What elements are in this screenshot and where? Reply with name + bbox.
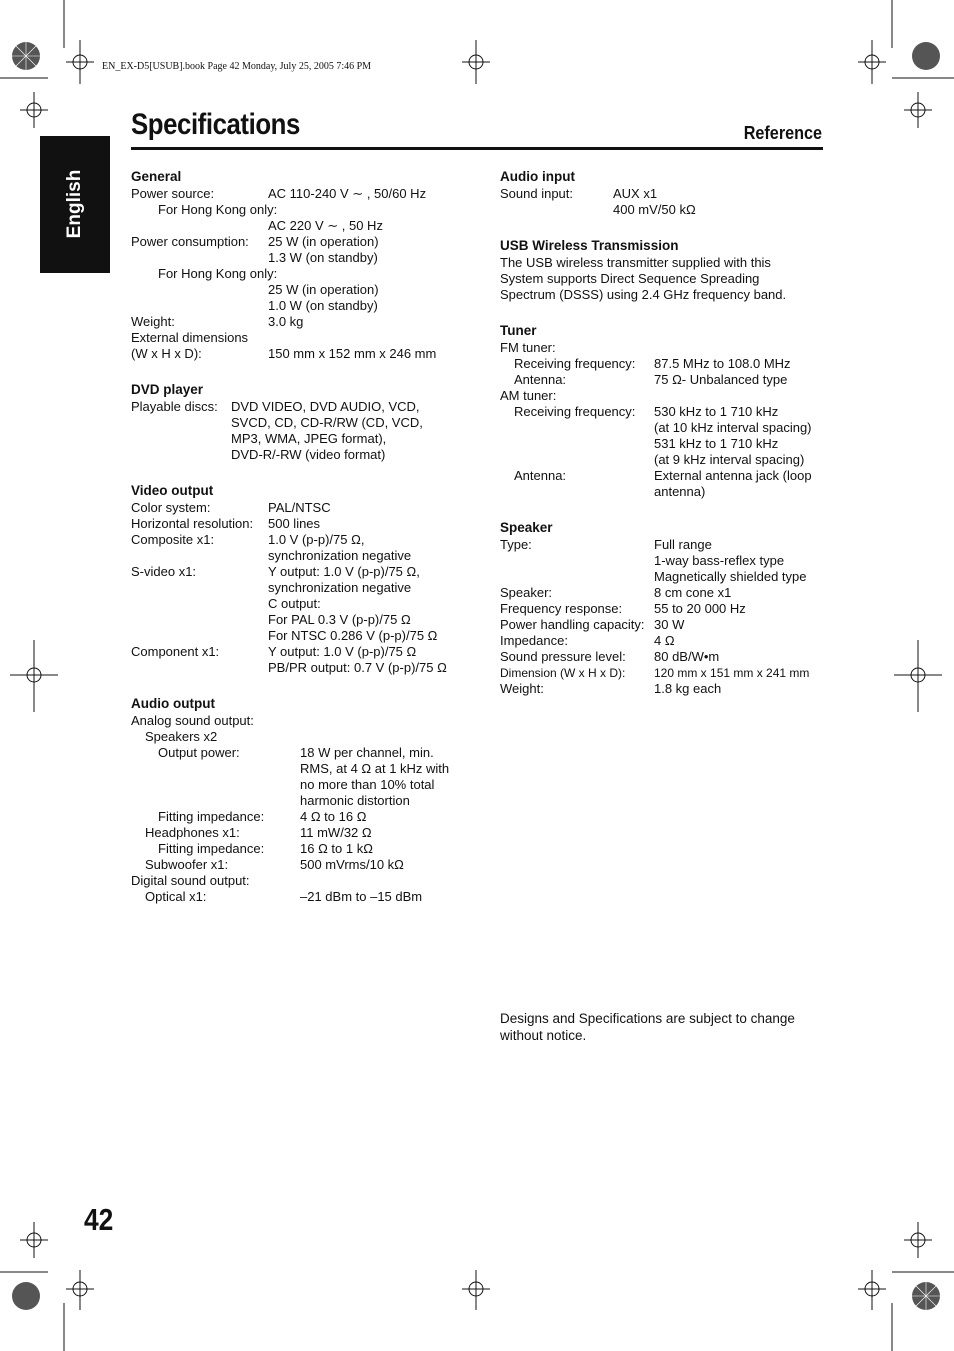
spec-value: 400 mV/50 kΩ — [613, 202, 696, 217]
spec-label: Power source: — [131, 186, 215, 201]
spec-label: Headphones x1: — [145, 825, 240, 840]
spec-value: 80 dB/W•m — [654, 649, 720, 664]
spec-label: AM tuner: — [500, 388, 557, 403]
spec-value: C output: — [268, 596, 321, 611]
spec-value: synchronization negative — [268, 580, 412, 595]
spec-value: 531 kHz to 1 710 kHz — [654, 436, 779, 451]
spec-value: 1.0 V (p-p)/75 Ω, — [268, 532, 365, 547]
spec-value: 8 cm cone x1 — [654, 585, 732, 600]
spec-value: PAL/NTSC — [268, 500, 331, 515]
spec-label: FM tuner: — [500, 340, 556, 355]
spec-value: Magnetically shielded type — [654, 569, 807, 584]
spec-value: 4 Ω to 16 Ω — [300, 809, 367, 824]
spec-value: AC 110-240 V ∼ , 50/60 Hz — [268, 186, 427, 201]
section-label: Reference — [743, 123, 822, 143]
spec-value: 120 mm x 151 mm x 241 mm — [654, 666, 810, 680]
spec-label: For Hong Kong only: — [158, 266, 278, 281]
spec-value: Full range — [654, 537, 712, 552]
section-heading: General — [131, 169, 182, 184]
spec-value: 1.0 W (on standby) — [268, 298, 378, 313]
spec-value: For NTSC 0.286 V (p-p)/75 Ω — [268, 628, 438, 643]
note-line: Designs and Specifications are subject to change — [500, 1011, 795, 1026]
spec-text: The USB wireless transmitter supplied with this — [500, 255, 771, 270]
spec-label: Sound pressure level: — [500, 649, 626, 664]
spec-label: Color system: — [131, 500, 211, 515]
page-number: 42 — [84, 1202, 114, 1237]
spec-value: DVD-R/-RW (video format) — [231, 447, 386, 462]
spec-label: Component x1: — [131, 644, 220, 659]
spec-value: 11 mW/32 Ω — [300, 825, 372, 840]
spec-label: Receiving frequency: — [514, 356, 636, 371]
spec-value: DVD VIDEO, DVD AUDIO, VCD, — [231, 399, 420, 414]
spec-label: Power consumption: — [131, 234, 249, 249]
spec-value: Y output: 1.0 V (p-p)/75 Ω, — [268, 564, 420, 579]
section-heading: USB Wireless Transmission — [500, 238, 679, 253]
spec-value: no more than 10% total — [300, 777, 435, 792]
spec-value: 530 kHz to 1 710 kHz — [654, 404, 779, 419]
page-title: Specifications — [131, 108, 300, 141]
spec-value: 4 Ω — [654, 633, 675, 648]
spec-value: AUX x1 — [613, 186, 658, 201]
section-heading: Audio output — [131, 696, 215, 711]
spec-label: Sound input: — [500, 186, 574, 201]
spec-value: 150 mm x 152 mm x 246 mm — [268, 346, 437, 361]
spec-value: MP3, WMA, JPEG format), — [231, 431, 387, 446]
spec-value: External antenna jack (loop — [654, 468, 812, 483]
spec-value: synchronization negative — [268, 548, 412, 563]
spec-value: (at 10 kHz interval spacing) — [654, 420, 812, 435]
spec-label: Frequency response: — [500, 601, 623, 616]
spec-label: Composite x1: — [131, 532, 215, 547]
language-label: English — [64, 169, 85, 239]
spec-value: For PAL 0.3 V (p-p)/75 Ω — [268, 612, 411, 627]
left-column — [131, 169, 461, 905]
spec-label: Digital sound output: — [131, 873, 250, 888]
section-heading: Tuner — [500, 323, 537, 338]
spec-label: Playable discs: — [131, 399, 218, 414]
spec-value: 30 W — [654, 617, 685, 632]
spec-label: Antenna: — [514, 468, 567, 483]
spec-label: Impedance: — [500, 633, 568, 648]
spec-label: S-video x1: — [131, 564, 197, 579]
spec-value: 500 lines — [268, 516, 321, 531]
spec-value: 75 Ω- Unbalanced type — [654, 372, 788, 387]
spec-label: Horizontal resolution: — [131, 516, 254, 531]
language-side-tab — [40, 136, 110, 273]
spec-label: Type: — [500, 537, 532, 552]
spec-value: 1.3 W (on standby) — [268, 250, 378, 265]
spec-label: Antenna: — [514, 372, 567, 387]
spec-value: 1.8 kg each — [654, 681, 722, 696]
spec-value: 500 mVrms/10 kΩ — [300, 857, 404, 872]
spec-text: Spectrum (DSSS) using 2.4 GHz frequency band. — [500, 287, 787, 302]
file-info: EN_EX-D5[USUB].book Page 42 Monday, July 25, 2005 7:46 PM — [102, 61, 372, 72]
spec-value: SVCD, CD, CD-R/RW (CD, VCD, — [231, 415, 423, 430]
title-rule — [131, 147, 823, 150]
spec-value: Y output: 1.0 V (p-p)/75 Ω — [268, 644, 417, 659]
spec-text: System supports Direct Sequence Spreading — [500, 271, 760, 286]
spec-value: (at 9 kHz interval spacing) — [654, 452, 805, 467]
right-column — [500, 169, 830, 697]
note-line: without notice. — [500, 1028, 587, 1043]
spec-label: Optical x1: — [145, 889, 207, 904]
spec-label: Analog sound output: — [131, 713, 254, 728]
spec-value: harmonic distortion — [300, 793, 410, 808]
spec-value: 16 Ω to 1 kΩ — [300, 841, 373, 856]
spec-label: Weight: — [131, 314, 175, 329]
spec-label: Output power: — [158, 745, 240, 760]
spec-value: PB/PR output: 0.7 V (p-p)/75 Ω — [268, 660, 447, 675]
spec-label: For Hong Kong only: — [158, 202, 278, 217]
disclaimer-note — [500, 1010, 795, 1044]
section-heading: Speaker — [500, 520, 553, 535]
spec-value: –21 dBm to –15 dBm — [300, 889, 423, 904]
spec-value: 25 W (in operation) — [268, 282, 379, 297]
spec-label: Weight: — [500, 681, 544, 696]
spec-value: AC 220 V ∼ , 50 Hz — [268, 218, 383, 233]
section-heading: Video output — [131, 483, 214, 498]
spec-label: Receiving frequency: — [514, 404, 636, 419]
spec-label: (W x H x D): — [131, 346, 202, 361]
spec-label: Fitting impedance: — [158, 841, 265, 856]
spec-value: RMS, at 4 Ω at 1 kHz with — [300, 761, 450, 776]
spec-value: 25 W (in operation) — [268, 234, 379, 249]
spec-label: External dimensions — [131, 330, 249, 345]
spec-value: 87.5 MHz to 108.0 MHz — [654, 356, 791, 371]
spec-value: 1-way bass-reflex type — [654, 553, 785, 568]
spec-value: 55 to 20 000 Hz — [654, 601, 746, 616]
section-heading: DVD player — [131, 382, 204, 397]
spec-label: Dimension (W x H x D): — [500, 666, 626, 680]
section-heading: Audio input — [500, 169, 575, 184]
spec-label: Speakers x2 — [145, 729, 218, 744]
spec-value: 3.0 kg — [268, 314, 304, 329]
spec-label: Power handling capacity: — [500, 617, 645, 632]
spec-value: antenna) — [654, 484, 706, 499]
spec-label: Speaker: — [500, 585, 553, 600]
spec-value: 18 W per channel, min. — [300, 745, 434, 760]
spec-label: Subwoofer x1: — [145, 857, 229, 872]
spec-label: Fitting impedance: — [158, 809, 265, 824]
